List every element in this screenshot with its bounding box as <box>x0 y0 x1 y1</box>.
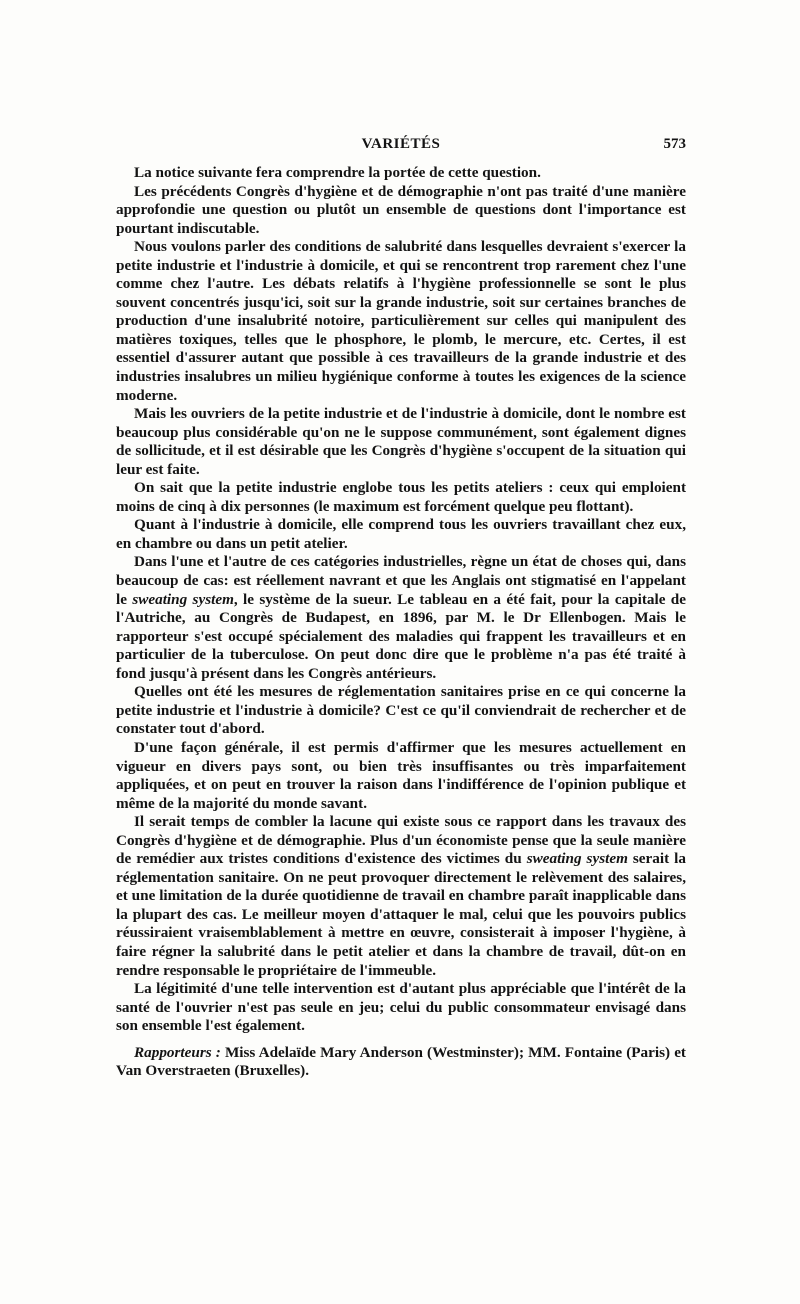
article-body <box>116 164 686 1081</box>
paragraph-10-text-end: serait la réglementation sanitaire. On ne peut provoquer directement le relèvement des salaires, et une limitation de la durée quotidienne de travail en chambre paraît inapplicable dans la plupart des cas. Le meilleur moyen d'attaquer le mal, celui que les pouvoirs publics réussiraient vraisemblablement à mettre en œuvre, consisterait à imposer l'hygiène, à faire régner la salubrité dans le petit atelier et dans la chambre de travail, dût-on en rendre responsable le propriétaire de l'immeuble. <box>116 850 686 979</box>
paragraph-5: On sait que la petite industrie englobe tous les petits ateliers : ceux qui emploient moins de cinq à dix personnes (le maximum est forcément quelque peu flottant). <box>116 479 686 515</box>
rapporteurs-names: Miss Adelaïde Mary Anderson (Westminster); MM. Fontaine (Paris) et Van Overstraeten (Bruxelles). <box>116 1043 686 1080</box>
section-title: VARIÉTÉS <box>361 136 441 152</box>
paragraph-10 <box>116 813 686 980</box>
page-number: 573 <box>663 136 686 152</box>
paragraph-1: La notice suivante fera comprendre la portée de cette question. <box>134 164 541 181</box>
sweating-system-term: sweating system <box>526 850 628 868</box>
paragraph-2: Les précédents Congrès d'hygiène et de démographie n'ont pas traité d'une manière approfondie une question ou plutôt un ensemble de questions dont l'importance est pourtant indiscutable. <box>116 182 686 237</box>
paragraph-9: D'une façon générale, il est permis d'affirmer que les mesures actuellement en vigueur en divers pays sont, ou bien très insuffisantes ou très imparfaitement appliquées, et on peut en trouver la raison dans l'indifférence de l'opinion publique et même de la majorité du monde savant. <box>116 738 686 812</box>
sweating-system-term: sweating system <box>132 590 234 608</box>
paragraph-7 <box>116 553 686 683</box>
paragraph-10-text: Il serait temps de combler la lacune qui existe sous ce rapport dans les travaux des Congrès d'hygiène et de démographie. Plus d'un économiste pense que la seule manière de remédier aux tristes conditions d'existence des victimes du <box>116 813 686 868</box>
paragraph-3: Nous voulons parler des conditions de salubrité dans lesquelles devraient s'exercer la petite industrie et l'industrie à domicile, et qui se rencontrent trop rarement chez l'une comme chez l'autre. Les débats relatifs à l'hygiène professionnelle se sont le plus souvent concentrés jusqu'ici, soit sur la grande industrie, soit sur certaines branches de production d'une insalubrité notoire, particulièrement sur celles qui manipulent des matières toxiques, telles que le phosphore, le plomb, le mercure, etc. Certes, il est essentiel d'assurer autant que possible à ces travailleurs de la grande industrie et des industries insalubres un milieu hygiénique conforme à toutes les exigences de la science moderne. <box>116 238 686 404</box>
page <box>116 136 686 1081</box>
paragraph-6: Quant à l'industrie à domicile, elle comprend tous les ouvriers travaillant chez eux, en chambre ou dans un petit atelier. <box>116 516 686 552</box>
paragraph-7-text: Dans l'une et l'autre de ces catégories industrielles, règne un état de choses qui, dans beaucoup de cas: est réellement navrant et que les Anglais ont stigmatisé en l'appelant le <box>116 553 686 608</box>
paragraph-7-text-end: , le système de la sueur. Le tableau en a été fait, pour la capitale de l'Autriche, au Congrès de Budapest, en 1896, par M. le Dr Ellenbogen. Mais le rapporteur s'est occupé spécialement des maladies qui frappent les travailleurs et en particulier de la tuberculose. On peut donc dire que le problème n'a pas été traité à fond jusqu'à présent dans les Congrès antérieurs. <box>116 590 686 682</box>
paragraph-4: Mais les ouvriers de la petite industrie et de l'industrie à domicile, dont le nombre est beaucoup plus considérable qu'on ne le suppose communément, sont également dignes de sollicitude, et il est désirable que les Congrès d'hygiène s'occupent de la situation qui leur est faite. <box>116 405 686 478</box>
rapporteurs-label: Rapporteurs : <box>134 1043 221 1061</box>
running-header <box>116 136 686 164</box>
rapporteurs-line <box>116 1044 686 1081</box>
paragraph-8: Quelles ont été les mesures de réglementation sanitaires prise en ce qui concerne la petite industrie et l'industrie à domicile? C'est ce qu'il conviendrait de rechercher et de constater tout d'abord. <box>116 683 686 738</box>
paragraph-11: La légitimité d'une telle intervention est d'autant plus appréciable que l'intérêt de la santé de l'ouvrier n'est pas seule en jeu; celui du public consommateur envisagé dans son ensemble l'est également. <box>116 980 686 1035</box>
